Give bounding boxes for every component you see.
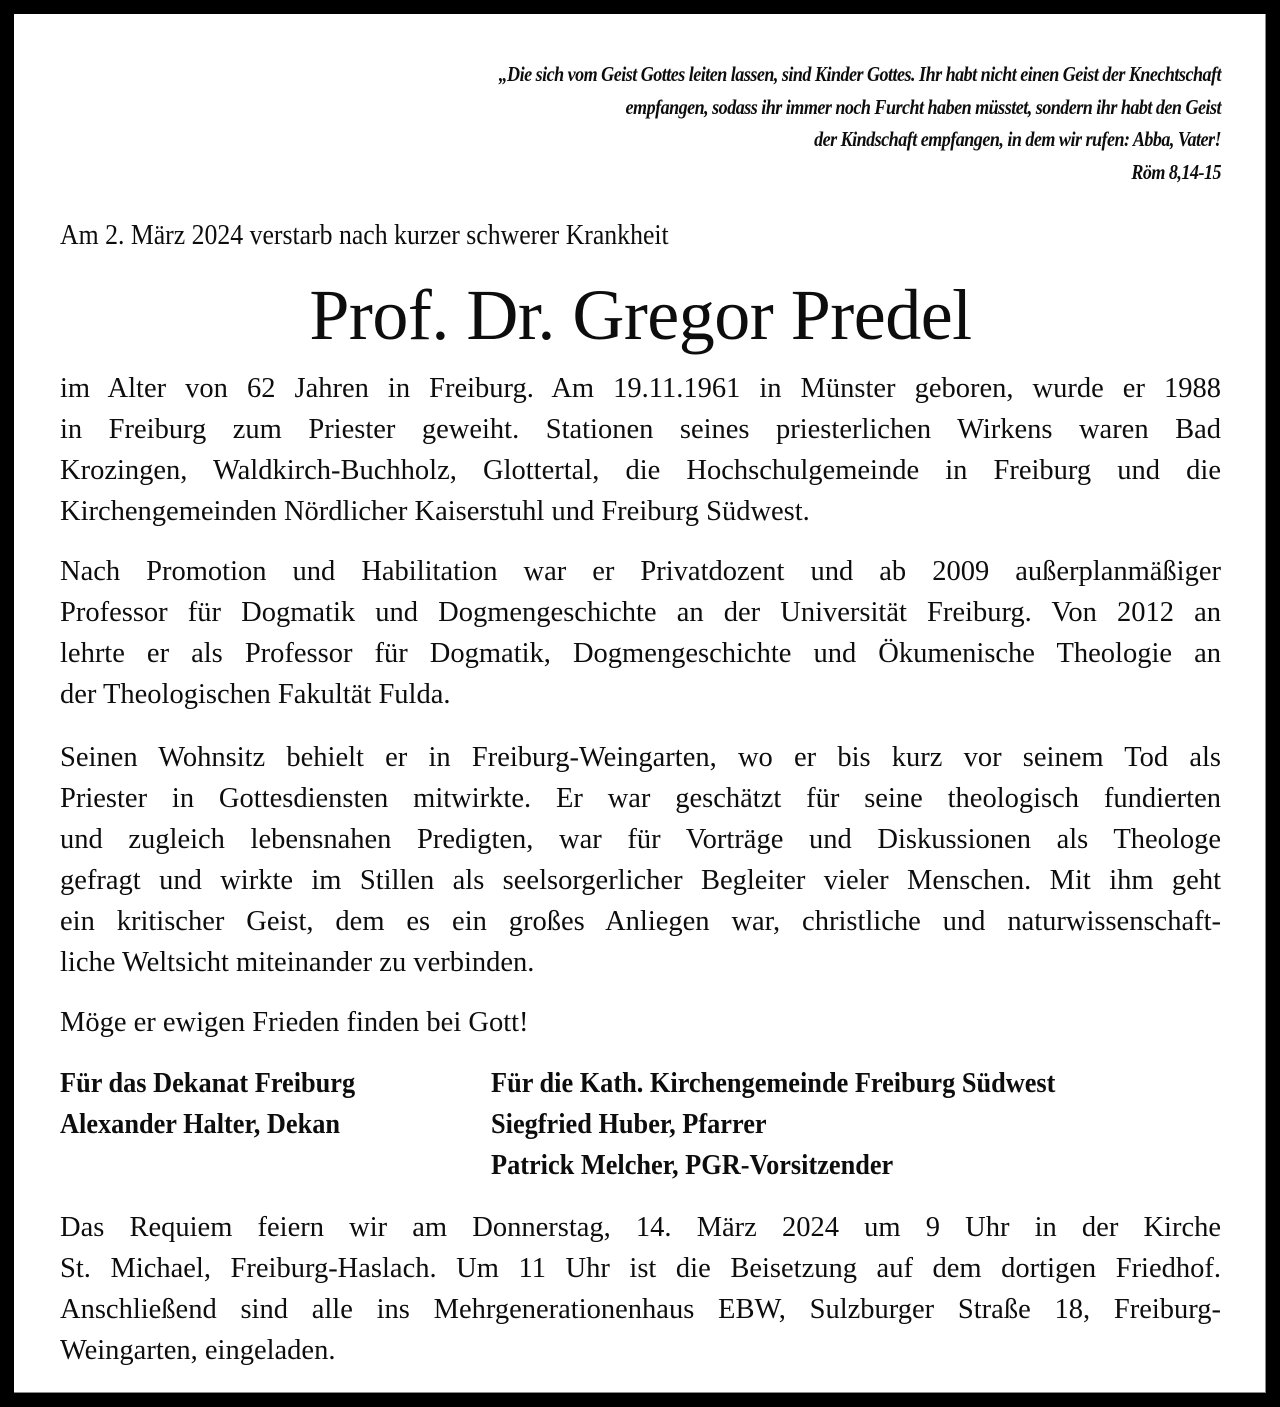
signature-dekanat xyxy=(60,1063,374,1145)
text-line: Weingarten, eingeladen. xyxy=(60,1335,336,1366)
quote-line: „Die sich vom Geist Gottes leiten lassen, sind Kinder Gottes. Ihr habt nicht einen Geist der Knechtschaft xyxy=(498,62,1221,86)
signature-parish xyxy=(491,1063,1091,1186)
text-line: gefragt und wirkte im Stillen als seelsorgerlicher Begleiter vieler Menschen. Mit ihm geht xyxy=(60,865,1221,896)
text-line: Anschließend sind alle ins Mehrgenerationenhaus EBW, Sulzburger Straße 18, Freiburg- xyxy=(60,1294,1221,1325)
bible-quote xyxy=(60,58,1221,188)
signature-person: Siegfried Huber, Pfarrer xyxy=(491,1109,767,1140)
deceased-name: Prof. Dr. Gregor Predel xyxy=(309,275,972,355)
quote-reference: Röm 8,14-15 xyxy=(1131,159,1221,184)
text-line: lehrte er als Professor für Dogmatik, Dogmengeschichte und Ökumenische Theologie an xyxy=(60,638,1221,669)
biography-paragraph-1 xyxy=(60,368,1221,532)
blessing xyxy=(60,1002,1221,1043)
blessing-text: Möge er ewigen Frieden finden bei Gott! xyxy=(60,1007,529,1038)
text-line: Das Requiem feiern wir am Donnerstag, 14. März 2024 um 9 Uhr in der Kirche xyxy=(60,1212,1221,1243)
signature-organization: Für das Dekanat Freiburg xyxy=(60,1068,356,1099)
text-line: Kirchengemeinden Nördlicher Kaiserstuhl und Freiburg Südwest. xyxy=(60,496,810,527)
text-line: und zugleich lebensnahen Predigten, war für Vorträge und Diskussionen als Theologe xyxy=(60,824,1221,855)
biography-paragraph-2 xyxy=(60,551,1221,715)
quote-line: der Kindschaft empfangen, in dem wir rufen: Abba, Vater! xyxy=(814,127,1221,151)
text-line: Krozingen, Waldkirch-Buchholz, Glottertal, die Hochschulgemeinde in Freiburg und die xyxy=(60,455,1221,486)
text-line: Professor für Dogmatik und Dogmengeschichte an der Universität Freiburg. Von 2012 an xyxy=(60,597,1221,628)
biography-paragraph-3 xyxy=(60,737,1221,983)
text-line: in Freiburg zum Priester geweiht. Stationen seines priesterlichen Wirkens waren Bad xyxy=(60,414,1221,445)
funeral-details xyxy=(60,1207,1221,1371)
quote-line: empfangen, sodass ihr immer noch Furcht haben müsstet, sondern ihr habt den Geist xyxy=(625,94,1221,119)
text-line: Nach Promotion und Habilitation war er Privatdozent und ab 2009 außerplanmäßiger xyxy=(60,556,1221,587)
text-line: der Theologischen Fakultät Fulda. xyxy=(60,679,451,710)
signature-person: Patrick Melcher, PGR-Vorsitzender xyxy=(491,1150,894,1181)
death-announcement-intro: Am 2. März 2024 verstarb nach kurzer schwerer Krankheit xyxy=(60,220,669,251)
text-line: ein kritischer Geist, dem es ein großes Anliegen war, christliche und naturwissenschaft- xyxy=(60,906,1221,937)
text-line: Priester in Gottesdiensten mitwirkte. Er war geschätzt für seine theologisch fundierten xyxy=(60,783,1221,814)
signature-organization: Für die Kath. Kirchengemeinde Freiburg Südwest xyxy=(491,1068,1056,1099)
text-line: liche Weltsicht miteinander zu verbinden. xyxy=(60,947,535,978)
text-line: im Alter von 62 Jahren in Freiburg. Am 19.11.1961 in Münster geboren, wurde er 1988 xyxy=(60,373,1221,404)
text-line: Seinen Wohnsitz behielt er in Freiburg-Weingarten, wo er bis kurz vor seinem Tod als xyxy=(60,742,1221,773)
text-line: St. Michael, Freiburg-Haslach. Um 11 Uhr ist die Beisetzung auf dem dortigen Friedhof. xyxy=(60,1253,1221,1284)
signature-person: Alexander Halter, Dekan xyxy=(60,1109,341,1140)
obituary-sheet xyxy=(14,14,1266,1393)
